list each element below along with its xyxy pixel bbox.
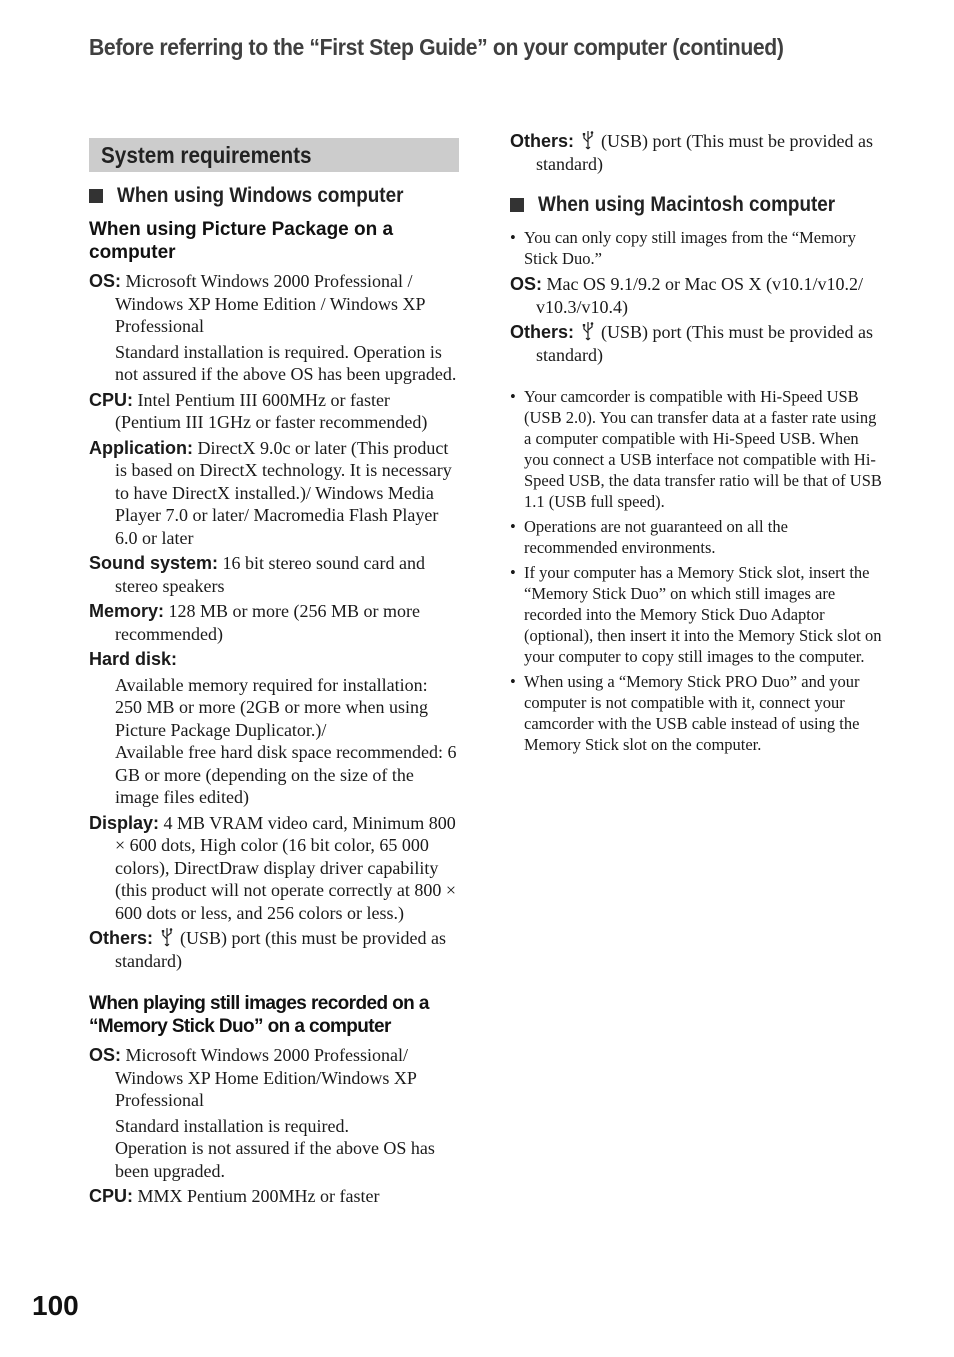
list-item: • If your computer has a Memory Stick slot, insert the “Memory Stick Duo” on which still images are recorded into the Memory Stick Duo Adaptor (optional), then insert it into the Memory Stick slot on your computer to copy still images to the computer.	[510, 562, 882, 667]
mac-req-os: OS: Mac OS 9.1/9.2 or Mac OS X (v10.1/v10.2/ v10.3/v10.4)	[510, 274, 863, 317]
page-header: Before referring to the “First Step Guide” on your computer (continued)	[89, 34, 784, 60]
section-title-bar	[89, 138, 459, 172]
mac-req-others: Others: (USB) port (This must be provided as standard)	[510, 322, 873, 365]
req-hard-disk-text: Available memory required for installation: 250 MB or more (2GB or more when using Picture Package Duplicator.)/ Available free hard disk space recommended: 6 GB or more (depending on the size of the image files edited)	[115, 674, 457, 807]
right-column	[510, 130, 882, 759]
list-item: • Your camcorder is compatible with Hi-Speed USB (USB 2.0). You can transfer data at a faster rate using a computer compatible with Hi-Speed USB. When you connect a USB interface not compatible with Hi-Speed USB, the data transfer ratio will be that of USB 1.1 (USB full speed).	[510, 386, 882, 512]
usb-icon	[160, 927, 174, 947]
req-os-note: Standard installation is required. Operation is not assured if the above OS has been upgraded.	[115, 341, 457, 384]
mac-bullet-list	[510, 227, 882, 269]
req-cpu: CPU: Intel Pentium III 600MHz or faster (Pentium III 1GHz or faster recommended)	[89, 389, 428, 432]
req-memory: Memory: 128 MB or more (256 MB or more recommended)	[89, 601, 420, 644]
usb-icon	[581, 321, 595, 341]
req-hard-disk: Hard disk:	[89, 649, 178, 669]
ms-req-os-note: Standard installation is required. Operation is not assured if the above OS has been upgraded.	[115, 1115, 435, 1181]
req-application: Application: DirectX 9.0c or later (This product is based on DirectX technology. It is necessary to have DirectX installed.)/ Windows Media Player 7.0 or later/ Macromedia Flash Player 6.0 or later	[89, 437, 452, 548]
section-title: System requirements	[101, 142, 312, 168]
list-item: • When using a “Memory Stick PRO Duo” and your computer is not compatible with it, connect your camcorder with the USB cable instead of using the Memory Stick slot on the computer.	[510, 671, 882, 755]
mac-heading: When using Macintosh computer	[510, 193, 882, 217]
picture-package-heading: When using Picture Package on a computer	[89, 219, 394, 263]
square-bullet-icon	[89, 189, 103, 203]
page-number: 100	[32, 1290, 79, 1321]
left-column	[89, 138, 459, 1211]
ms-req-others: Others: (USB) port (This must be provided as standard)	[510, 131, 873, 174]
req-sound: Sound system: 16 bit stereo sound card and stereo speakers	[89, 553, 425, 596]
ms-req-cpu: CPU: MMX Pentium 200MHz or faster	[89, 1186, 380, 1206]
windows-heading: When using Windows computer	[89, 184, 459, 208]
list-item: • Operations are not guaranteed on all the recommended environments.	[510, 516, 882, 558]
mac-bullet: • You can only copy still images from the “Memory Stick Duo.”	[510, 227, 882, 269]
ms-req-os: OS: Microsoft Windows 2000 Professional/ Windows XP Home Edition/Windows XP Professional	[89, 1045, 417, 1110]
req-os: OS: Microsoft Windows 2000 Professional / Windows XP Home Edition / Windows XP Professional	[89, 271, 425, 336]
usb-icon	[581, 130, 595, 150]
notes-list	[510, 386, 882, 755]
memory-stick-heading: When playing still images recorded on a “Memory Stick Duo” on a computer	[89, 993, 429, 1037]
req-others: Others: (USB) port (this must be provided as standard)	[89, 928, 446, 971]
req-display: Display: 4 MB VRAM video card, Minimum 800 × 600 dots, High color (16 bit color, 65 000 colors), DirectDraw display driver capability (this product will not operate correctly at 800 × 600 dots or less, and 256 colors or less.)	[89, 812, 457, 923]
square-bullet-icon	[510, 198, 524, 212]
